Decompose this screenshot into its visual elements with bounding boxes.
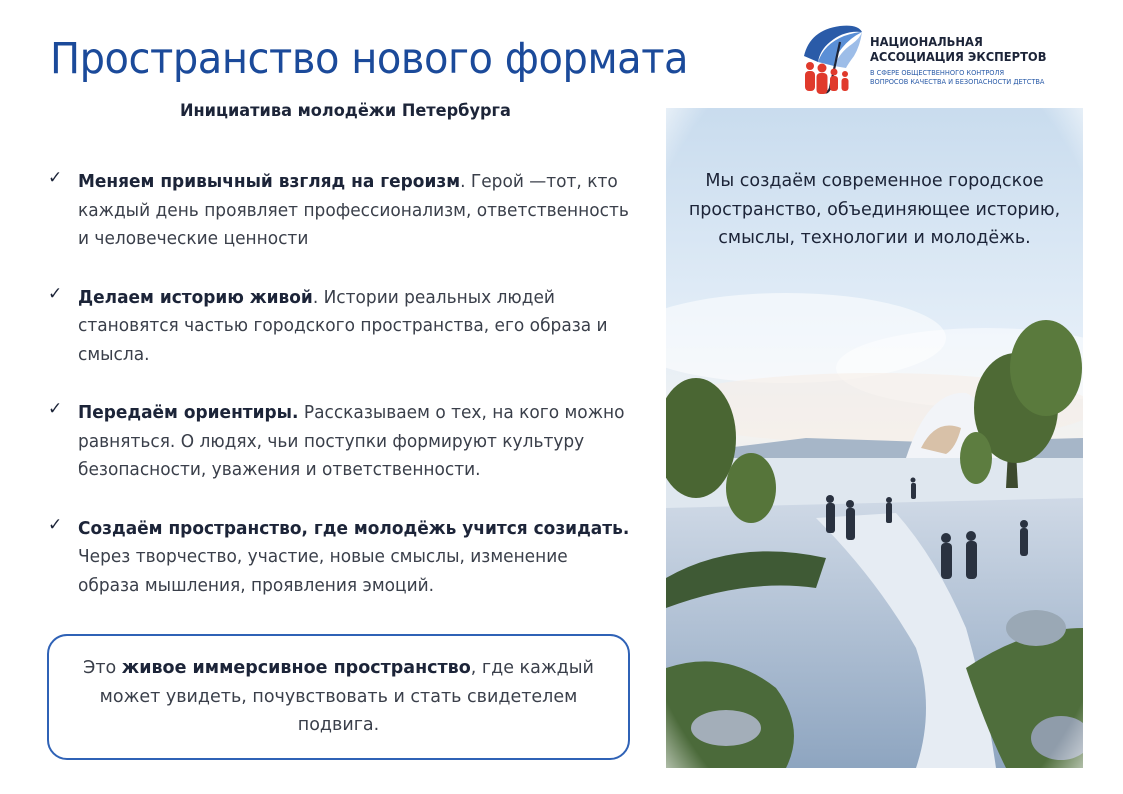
bullet-list — [48, 168, 638, 630]
umbrella-family-icon — [800, 22, 866, 98]
page-title: Пространство нового формата — [50, 34, 689, 84]
bullet-heading: Меняем привычный взгляд на героизм — [78, 172, 461, 192]
bullet-heading: Создаём пространство, где молодёжь учится созидать. — [78, 518, 630, 539]
logo-line-3: В СФЕРЕ ОБЩЕСТВЕННОГО КОНТРОЛЯ — [870, 68, 1005, 77]
bullet-body: . Герой —тот, кто каждый день проявляет профессионализм, ответственность и человеческие ценности — [78, 172, 629, 249]
photo-caption: Мы создаём современное городское пространство, объединяющее историю, смыслы, технологии и молодёжь. — [688, 171, 1061, 248]
list-item — [48, 515, 638, 601]
callout-box — [47, 634, 630, 760]
callout-highlight: живое иммерсивное пространство — [121, 658, 471, 679]
checkmark-icon: ✓ — [48, 514, 63, 535]
checkmark-icon: ✓ — [48, 399, 63, 419]
checkmark-icon: ✓ — [48, 168, 63, 188]
list-item — [48, 284, 638, 370]
logo-line-4: ВОПРОСОВ КАЧЕСТВА И БЕЗОПАСНОСТИ ДЕТСТВА — [870, 77, 1045, 86]
page-subtitle: Инициатива молодёжи Петербурга — [180, 101, 511, 121]
bullet-body: . Истории реальных людей становятся частью городского пространства, его образа и смысла. — [78, 287, 608, 365]
bullet-heading: Делаем историю живой — [78, 287, 313, 308]
park-illustration — [666, 108, 1083, 768]
checkmark-icon: ✓ — [48, 283, 63, 304]
list-item — [48, 168, 638, 254]
bullet-body: Через творчество, участие, новые смыслы, изменение образа мышления, проявления эмоций. — [78, 547, 568, 596]
bullet-body: Рассказываем о тех, на кого можно равняться. О людях, чьи поступки формируют культуру безопасности, уважения и ответственности. — [78, 403, 625, 480]
logo-line-2: АССОЦИАЦИЯ ЭКСПЕРТОВ — [870, 49, 1047, 64]
callout-prefix: Это — [83, 658, 122, 679]
list-item — [48, 399, 638, 485]
logo-line-1: НАЦИОНАЛЬНАЯ — [870, 34, 983, 49]
callout-suffix: , где каждый может увидеть, почувствовать и стать свидетелем подвига. — [99, 658, 594, 736]
association-logo — [800, 22, 1100, 98]
bullet-heading: Передаём ориентиры. — [78, 403, 299, 423]
